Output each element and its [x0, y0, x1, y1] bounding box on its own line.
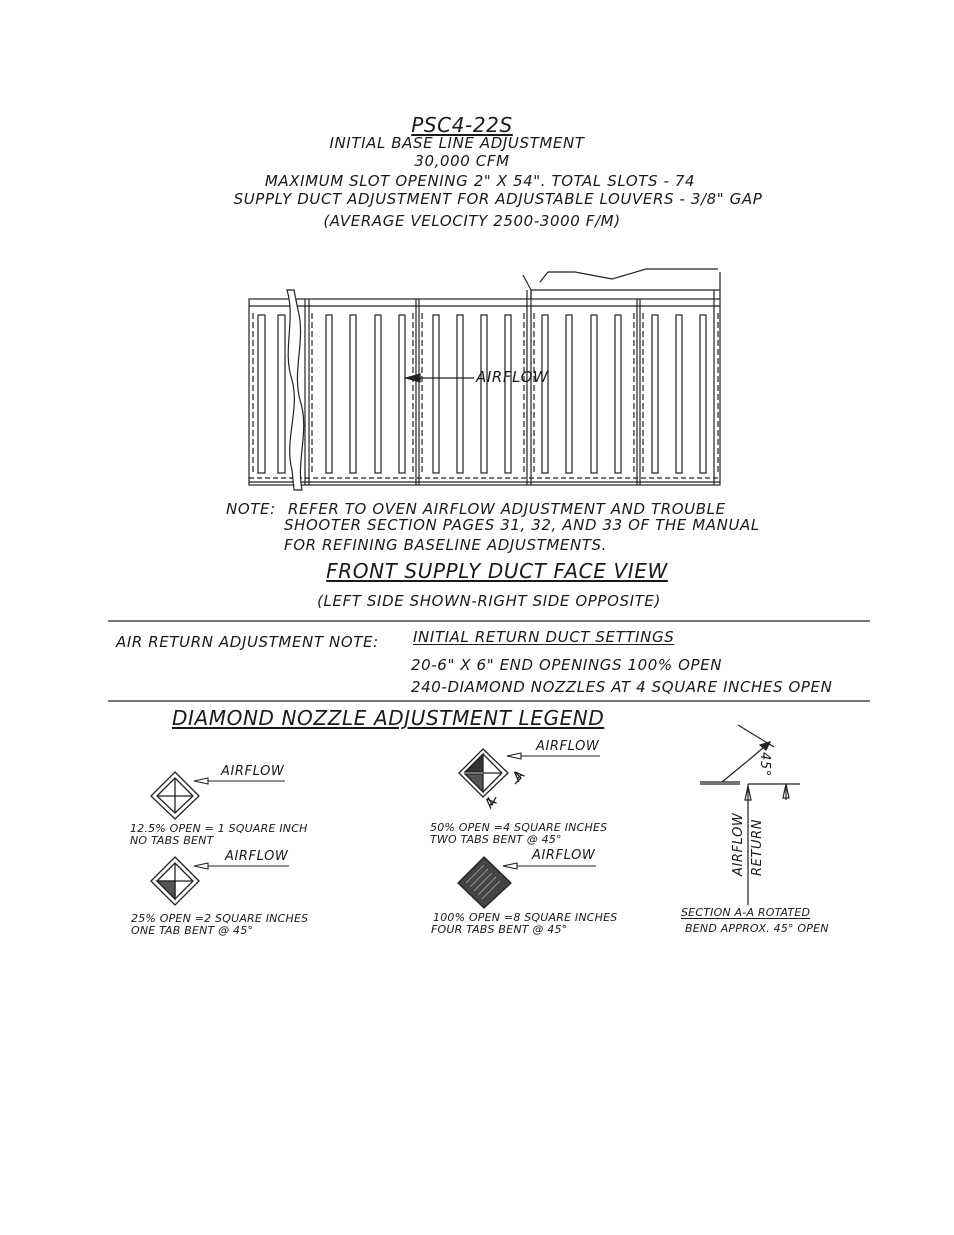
- legend-item1-line2: NO TABS BENT: [130, 834, 214, 847]
- legend-item2-line1: 25% OPEN =2 SQUARE INCHES: [131, 912, 309, 925]
- nozzle-diamond-100pct: [458, 857, 511, 908]
- legend-item4-line2: FOUR TABS BENT @ 45°: [431, 923, 568, 936]
- header-line-4: SUPPLY DUCT ADJUSTMENT FOR ADJUSTABLE LOUVERS - 3/8" GAP: [233, 190, 763, 208]
- legend-item3-line1: 50% OPEN =4 SQUARE INCHES: [430, 821, 608, 834]
- duct-airflow-arrow: [406, 374, 474, 382]
- nozzle-diamond-12pct: [151, 772, 199, 819]
- air-return-line-1: 20-6" X 6" END OPENINGS 100% OPEN: [411, 656, 723, 674]
- header-line-5: (AVERAGE VELOCITY 2500-3000 F/M): [323, 212, 621, 230]
- note-line-2: SHOOTER SECTION PAGES 31, 32, AND 33 OF THE MANUAL: [284, 516, 760, 534]
- legend-airflow-label-4: AIRFLOW: [532, 848, 596, 863]
- section-title: SECTION A-A ROTATED: [681, 906, 811, 919]
- legend-title: DIAMOND NOZZLE ADJUSTMENT LEGEND: [172, 706, 605, 730]
- section-marker-a-2: A: [481, 793, 501, 813]
- header-line-3: MAXIMUM SLOT OPENING 2" X 54". TOTAL SLOTS - 74: [264, 172, 696, 190]
- section-note: BEND APPROX. 45° OPEN: [685, 922, 829, 935]
- header-line-2: 30,000 CFM: [414, 152, 510, 170]
- break-line: [287, 290, 304, 490]
- duct-airflow-label: AIRFLOW: [476, 368, 549, 386]
- section-a-a-detail: [700, 725, 800, 905]
- note-label: NOTE:: [226, 500, 276, 518]
- header-line-1: INITIAL BASE LINE ADJUSTMENT: [329, 134, 585, 152]
- air-return-heading: INITIAL RETURN DUCT SETTINGS: [413, 628, 675, 646]
- legend-item3-line2: TWO TABS BENT @ 45°: [430, 833, 562, 846]
- legend-airflow-arrow-4: [503, 863, 596, 869]
- view-subtitle: (LEFT SIDE SHOWN-RIGHT SIDE OPPOSITE): [317, 592, 661, 610]
- duct-frame: [249, 299, 720, 485]
- note-line-3: FOR REFINING BASELINE ADJUSTMENTS.: [284, 536, 608, 554]
- section-marker-a-1: A: [509, 766, 529, 786]
- air-return-label: AIR RETURN ADJUSTMENT NOTE:: [116, 633, 379, 651]
- note-line-1: REFER TO OVEN AIRFLOW ADJUSTMENT AND TROUBLE: [288, 500, 726, 518]
- legend-airflow-label-2: AIRFLOW: [225, 849, 289, 864]
- legend-airflow-label-3: AIRFLOW: [536, 739, 600, 754]
- legend-item2-line2: ONE TAB BENT @ 45°: [131, 924, 254, 937]
- drawing-title: PSC4-22S: [411, 113, 513, 137]
- air-return-line-2: 240-DIAMOND NOZZLES AT 4 SQUARE INCHES OPEN: [411, 678, 833, 696]
- nozzle-diamond-25pct: [151, 857, 199, 905]
- section-return-label: RETURN: [750, 818, 765, 876]
- view-title: FRONT SUPPLY DUCT FACE VIEW: [326, 559, 668, 583]
- section-angle-label: 45°: [757, 752, 772, 777]
- legend-airflow-label-1: AIRFLOW: [221, 764, 285, 779]
- legend-item1-line1: 12.5% OPEN = 1 SQUARE INCH: [130, 822, 308, 835]
- section-airflow-label: AIRFLOW: [731, 812, 746, 876]
- legend-item4-line1: 100% OPEN =8 SQUARE INCHES: [433, 911, 618, 924]
